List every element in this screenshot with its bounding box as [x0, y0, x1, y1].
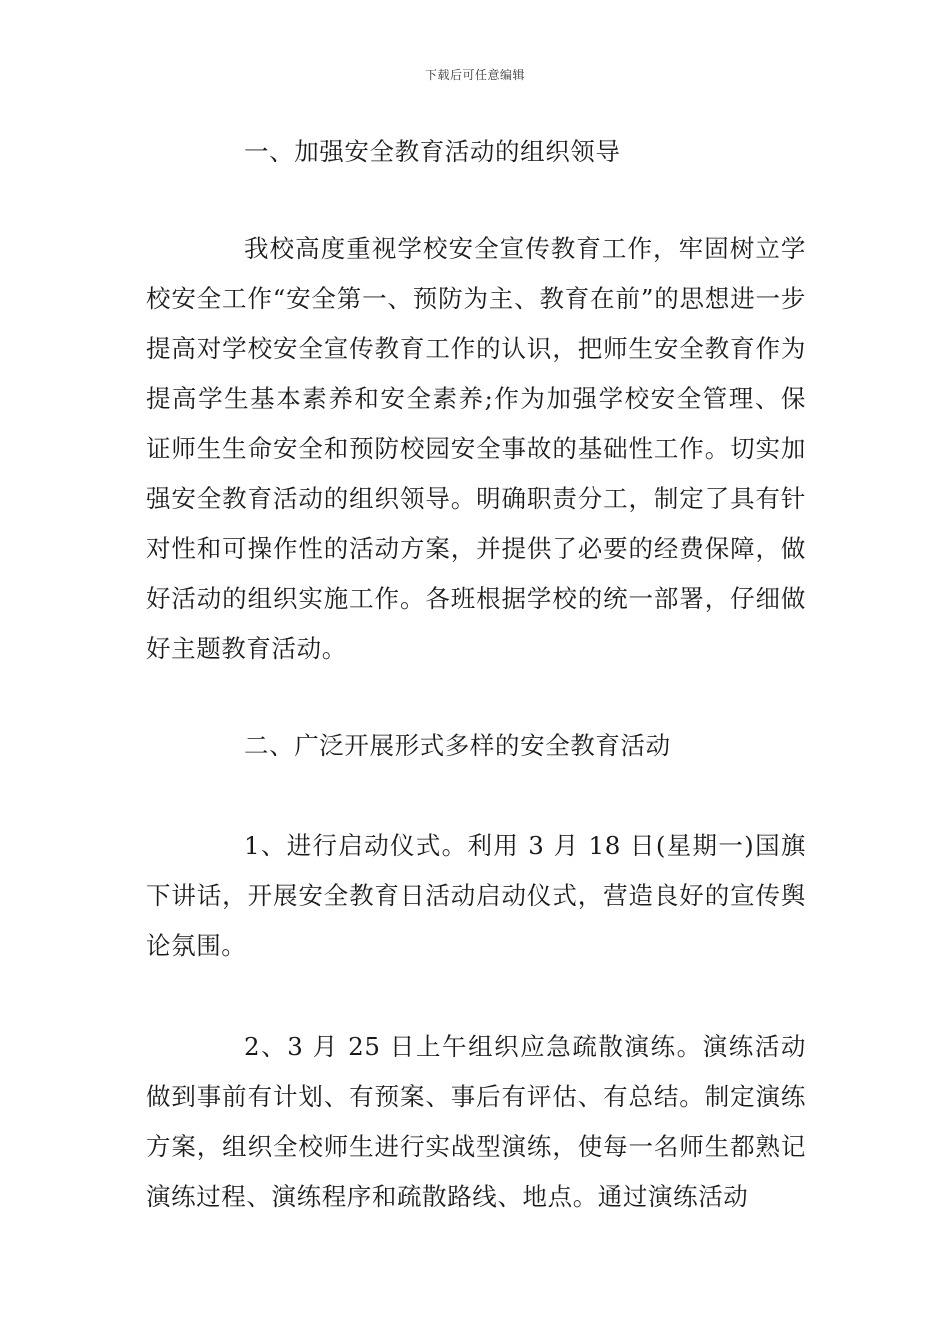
section-heading-2: 二、广泛开展形式多样的安全教育活动 — [244, 731, 671, 760]
paragraph-1: 我校高度重视学校安全宣传教育工作，牢固树立学校安全工作“安全第一、预防为主、教育在前”的思想进一步提高对学校安全宣传教育工作的认识，把师生安全教育作为提高学生基本素养和安全素养;作为加强学校安全管理、保证师生生命安全和预防校园安全事故的基础性工作。切实加强安全教育活动的组织领导。明确职责分工，制定了具有针对性和可操作性的活动方案，并提供了必要的经费保障，做好活动的组织实施工作。各班根据学校的统一部署，仔细做好主题教育活动。 — [146, 234, 806, 663]
header-note: 下载后可任意编辑 — [424, 68, 525, 82]
paragraph-2: 1、进行启动仪式。利用 3 月 18 日(星期一)国旗下讲话，开展安全教育日活动启动仪式，营造良好的宣传舆论氛围。 — [146, 831, 806, 960]
paragraph-3: 2、3 月 25 日上午组织应急疏散演练。演练活动做到事前有计划、有预案、事后有评估、有总结。制定演练方案，组织全校师生进行实战型演练，使每一名师生都熟记演练过程、演练程序和疏散路线、地点。通过演练活动 — [146, 1032, 806, 1211]
section-heading-1: 一、加强安全教育活动的组织领导 — [244, 137, 621, 166]
